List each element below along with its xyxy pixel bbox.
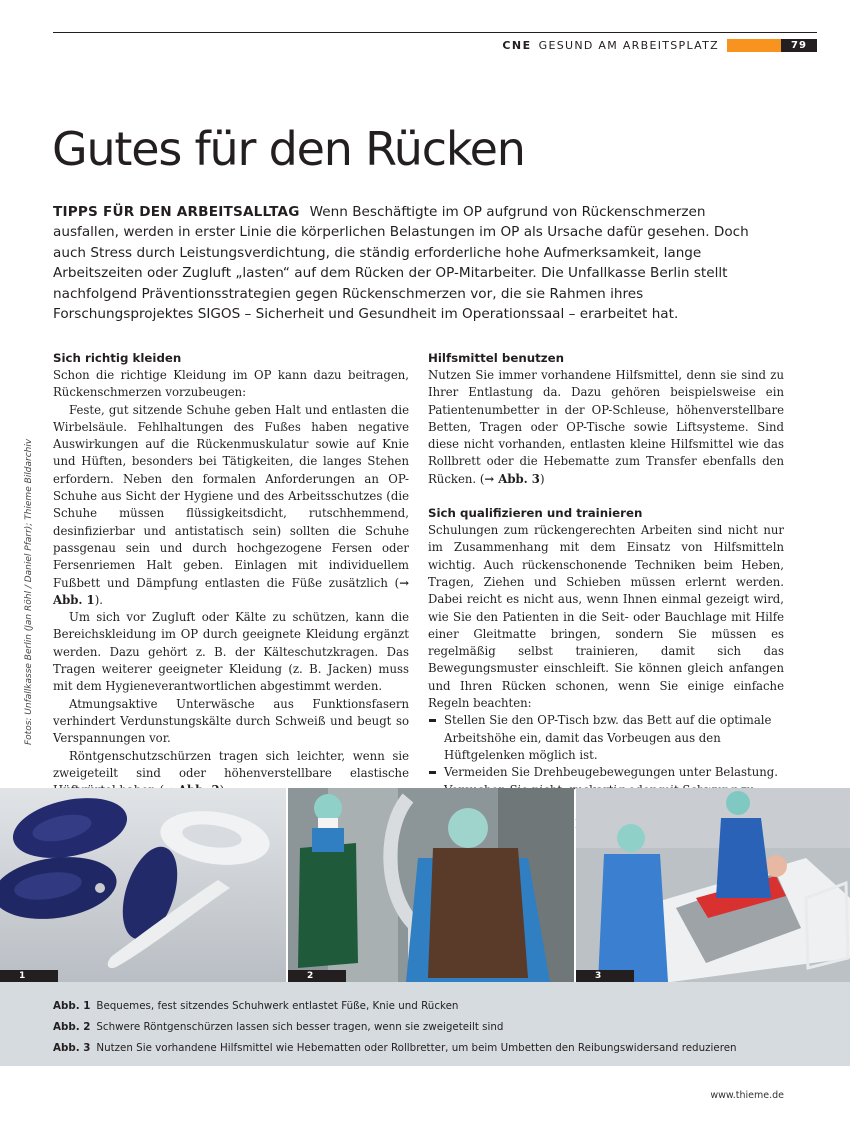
- top-rule: [53, 32, 817, 33]
- footer-url[interactable]: www.thieme.de: [710, 1090, 784, 1101]
- paragraph: Nutzen Sie immer vorhandene Hilfsmittel, denn sie sind zu Ihrer Entlastung da. Dazu gehören beispielsweise ein Patientenumbetter in der OP-Schleuse, höhenverstellbare Betten, Tragen oder OP-Tische sowie Liftsysteme. Sind diese nicht vorhanden, entlasten kleine Hilfsmittel wie das Rollbrett oder die Hebematte zum Transfer ebenfalls den Rücken. (→ Abb. 3): [428, 368, 784, 486]
- paragraph: Röntgenschutzschürzen tragen sich leichter, wenn sie zweigeteilt sind oder höhenverstellbare elastische: [53, 748, 409, 800]
- lead-paragraph: [53, 202, 753, 324]
- heading-trainieren: Sich qualifizieren und trainieren: [428, 506, 643, 521]
- accent-bar: [727, 39, 781, 52]
- paragraph: Schon die richtige Kleidung im OP kann dazu beitragen, Rückenschmerzen vorzubeugen:: [53, 368, 409, 400]
- running-header: [502, 38, 817, 52]
- figure-number-badge: 2: [288, 970, 346, 982]
- figure-2-xray-apron-photo: [288, 788, 574, 982]
- list-item: Stellen Sie den OP-Tisch bzw. das Bett auf die optimale Arbeitshöhe ein, damit das Vorbeugen aus den Hüftgelenken möglich ist.: [428, 712, 784, 764]
- lead-kicker: TIPPS FÜR DEN ARBEITSALLTAG: [53, 204, 300, 220]
- caption-row: Abb. 2 Schwere Röntgenschürzen lassen sich besser tragen, wenn sie zweigeteilt sind: [53, 1021, 504, 1033]
- left-column: [53, 350, 409, 799]
- list-item: Vermeiden Sie Drehbeugebewegungen unter Belastung.: [428, 764, 784, 781]
- paragraph: Atmungsaktive Unterwäsche aus Funktionsfasern verhindert Verdunstungskälte durch Schweiß und beugt so Verspannungen vor.: [53, 696, 409, 746]
- paragraph: Schulungen zum rückengerechten Arbeiten sind nicht nur im Zusammenhang mit dem Einsatz von Hilfsmitteln wichtig. Auch rückenschonende Techniken beim Heben, Tragen, Ziehen und Schieben müssen erlernt werden. Dabei reicht es nicht aus, wenn Ihnen einmal gezeigt wird, wie Sie den Patienten in die Seit- oder Bauchlage mit Hilfe einer Gleitmatte bringen, sondern Sie müssen es regelmäßig selbst trainieren, damit sich das Bewegungsmuster einschleift. Sie können gleich anfangen und Ihren Rücken schonen, wenn Sie einige einfache Regeln beachten:: [428, 523, 784, 711]
- heading-kleidung: Sich richtig kleiden: [53, 351, 182, 365]
- figure-number-badge: 3: [576, 970, 634, 982]
- caption-row: Abb. 1 Bequemes, fest sitzendes Schuhwerk entlastet Füße, Knie und Rücken: [53, 1000, 459, 1012]
- caption-row: Abb. 3 Nutzen Sie vorhandene Hilfsmittel wie Hebematten oder Rollbretter, um beim Umbetten den Reibungswidersand reduzieren: [53, 1042, 737, 1054]
- figure-number-badge: 1: [0, 970, 58, 982]
- figure-reference-link[interactable]: → Abb. 3: [484, 471, 540, 486]
- figure-3-transfer-mat-photo: [576, 788, 850, 982]
- figure-captions: [0, 982, 850, 1066]
- photo-credit: Fotos: Unfallkasse Berlin (Jan Röhl / Daniel Pfarr); Thieme Bildarchiv: [24, 438, 34, 745]
- photo-strip: [0, 788, 850, 982]
- figure-reference-link[interactable]: → Abb. 1: [53, 575, 409, 607]
- right-column: [428, 350, 784, 833]
- article-title: Gutes für den Rücken: [52, 122, 525, 176]
- journal-brand: CNE: [502, 38, 532, 52]
- paragraph: Um sich vor Zugluft oder Kälte zu schützen, kann die Bereichskleidung im OP durch geeignete Kleidung ergänzt werden. Dazu gehört z. B. der Kälteschutzkragen. Das Tragen weiterer geeigneter Kleidung (z. B. Jacken) muss mit dem Hygieneverantwortlichen abgestimmt werden.: [53, 610, 409, 694]
- heading-hilfsmittel: Hilfsmittel benutzen: [428, 351, 565, 365]
- page-number: 79: [781, 39, 817, 52]
- paragraph: Feste, gut sitzende Schuhe geben Halt und entlasten die Wirbelsäule. Fehlhaltungen des Fußes haben negative Auswirkungen auf die Rückenmuskulatur sowie auf Knie und Hüften, besonders bei Tätigkeiten, die langes Stehen erfordern. Neben den formalen Anforderungen an OP-Schuhe aus Sicht der Hygiene und des Arbeitsschutzes (die Schuhe müssen flüssigkeitsdicht, rutschhemmend, desinfizierbar und antistatisch sein) sollten die Schuhe passgenau sein und durch hochgezogene Fersen oder Fersenriemen Halt geben. Einlagen mit individuellem Fußbett und Dämpfung entlasten die Füße zusätzlich (→ Abb. 1).: [53, 402, 409, 607]
- section-title: GESUND AM ARBEITSPLATZ: [538, 38, 719, 52]
- lead-text: Wenn Beschäftigte im OP aufgrund von Rückenschmerzen ausfallen, werden in erster Linie die körperlichen Belastungen im OP als Ursache dafür gesehen. Doch auch Stress durch Leistungsverdichtung, die ständig erforderliche hohe Aufmerksamkeit, lange Arbeitszeiten oder Zugluft „lasten“ auf dem Rücken der OP-Mitarbeiter. Die Unfallkasse Berlin stellt nachfolgend Präventionsstrategien gegen Rückenschmerzen vor, die sie Rahmen ihres Forschungsprojektes SIGOS – Sicherheit und Gesundheit im Operationssaal – erarbeitet hat.: [53, 204, 749, 323]
- figure-1-shoes-photo: [0, 788, 286, 982]
